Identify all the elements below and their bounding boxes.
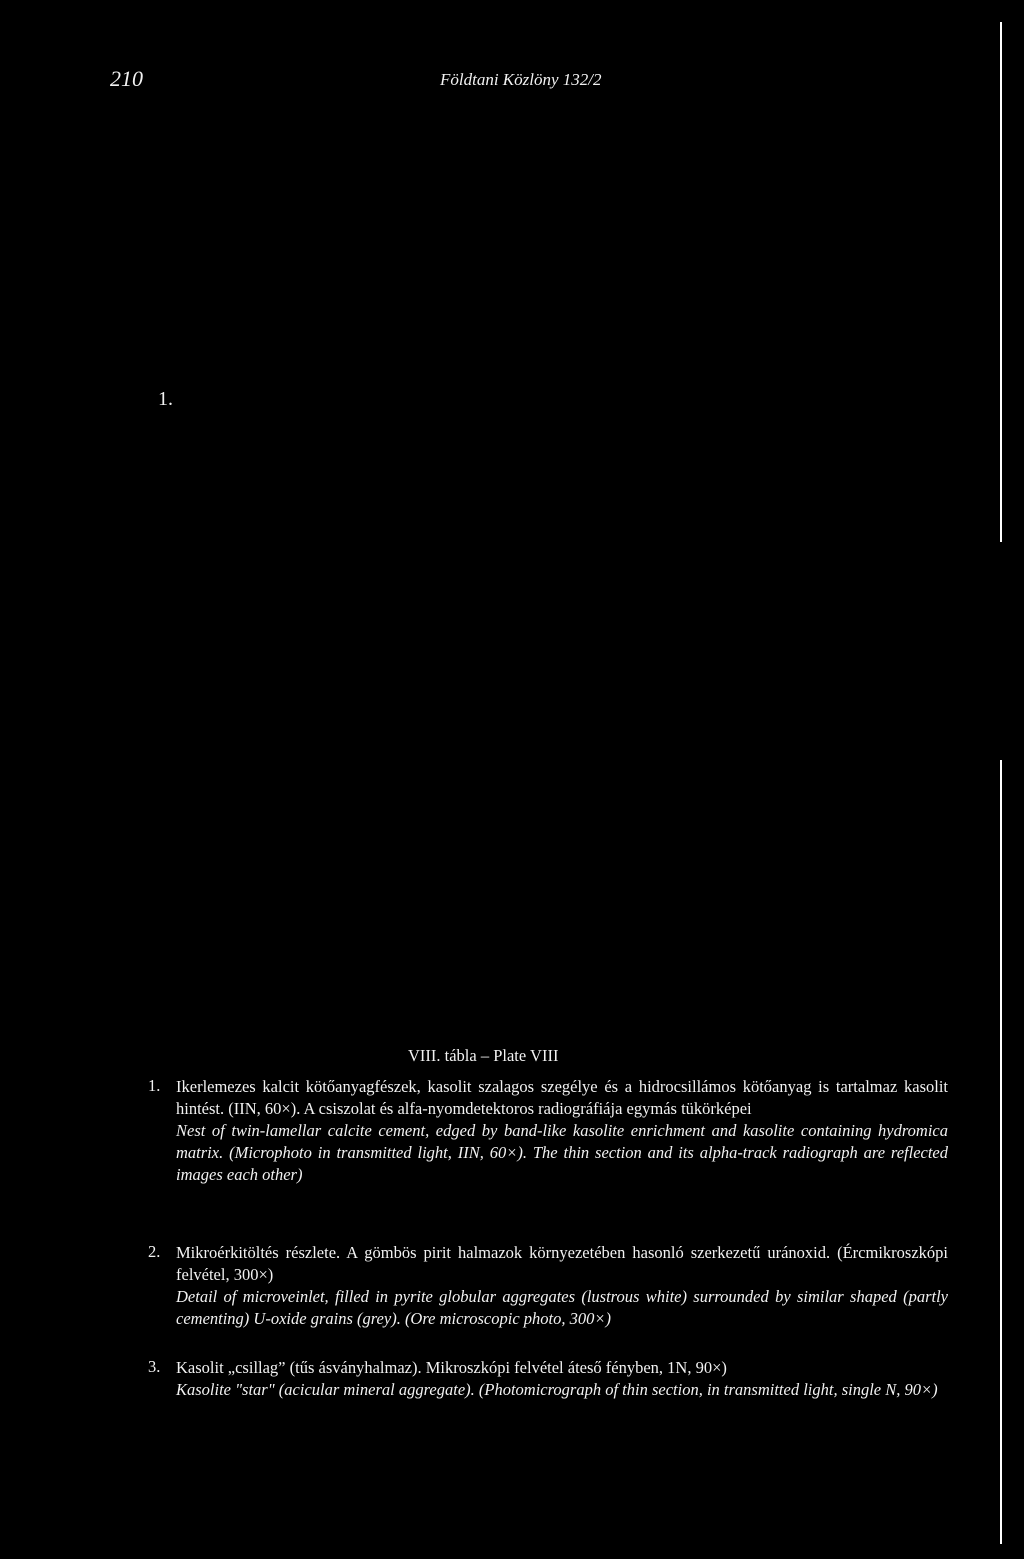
caption-hungarian: Kasolit „csillag” (tűs ásványhalmaz). Mikroszkópi felvétel áteső fényben, 1N, 90×): [176, 1358, 727, 1377]
caption-number: 2.: [148, 1242, 161, 1261]
caption-number: 1.: [148, 1076, 161, 1095]
page-number: 210: [110, 66, 143, 91]
caption-number: 3.: [148, 1357, 161, 1376]
caption-3: [148, 1357, 948, 1401]
plate-title: VIII. tábla – Plate VIII: [408, 1046, 559, 1065]
caption-hungarian: Mikroérkitöltés részlete. A gömbös pirit halmazok környezetében hasonló szerkezetű uránoxid. (Ércmikroszkópi felvétel, 300×): [176, 1243, 948, 1284]
caption-1: [148, 1076, 948, 1186]
caption-english: Detail of microveinlet, filled in pyrite globular aggregates (lustrous white) surrounded by similar shaped (partly cementing) U-oxide grains (grey). (Ore microscopic photo, 300×): [176, 1287, 948, 1328]
page-edge-line-bottom: [1000, 760, 1002, 1544]
caption-english: Kasolite "star" (acicular mineral aggregate). (Photomicrograph of thin section, in transmitted light, single N, 90×): [176, 1380, 938, 1399]
caption-english: Nest of twin-lamellar calcite cement, edged by band-like kasolite enrichment and kasolite containing hydromica matrix. (Microphoto in transmitted light, IIN, 60×). The thin section and its alpha-track radiograph are reflected images each other): [176, 1121, 948, 1184]
journal-title: Földtani Közlöny 132/2: [440, 70, 602, 89]
figure-marker: 1.: [158, 388, 173, 410]
caption-2: [148, 1242, 948, 1330]
caption-hungarian: Ikerlemezes kalcit kötőanyagfészek, kasolit szalagos szegélye és a hidrocsillámos kötőanyag is tartalmaz kasolit hintést. (IIN, 60×). A csiszolat és alfa-nyomdetektoros radiográfiája egymás tükörképei: [176, 1077, 948, 1118]
page-edge-line-top: [1000, 22, 1002, 542]
